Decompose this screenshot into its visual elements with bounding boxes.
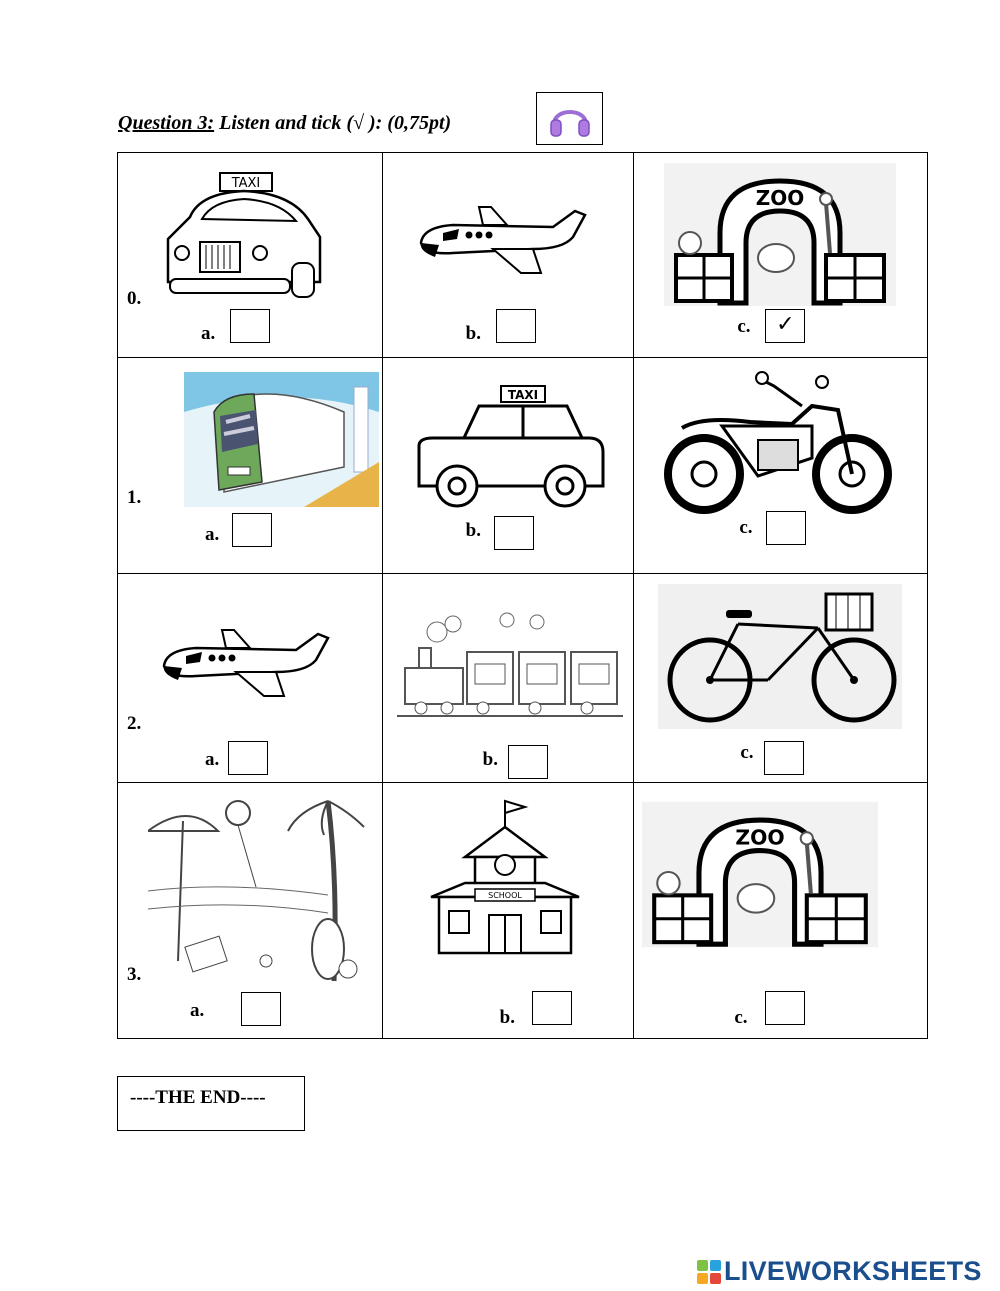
headphones-icon	[548, 98, 592, 140]
option-cell-3a	[118, 783, 383, 1039]
option-letter: b.	[465, 323, 481, 344]
option-cell-0c	[634, 153, 928, 358]
tick-box-3b[interactable]	[532, 991, 572, 1025]
option-letter: a.	[205, 524, 220, 545]
steam-train-picture	[397, 612, 623, 724]
option-cell-1a	[118, 358, 383, 574]
tick-box-0c[interactable]: ✓	[765, 309, 805, 343]
svg-text:SCHOOL: SCHOOL	[487, 891, 522, 900]
tick-box-3c[interactable]	[765, 991, 805, 1025]
svg-text:ZOO: ZOO	[735, 825, 786, 850]
tick-box-0b[interactable]	[496, 309, 536, 343]
tick-box-1c[interactable]	[766, 511, 806, 545]
option-cell-2b	[382, 574, 634, 783]
question-label: Question 3:	[118, 112, 215, 134]
tick-box-2b[interactable]	[508, 745, 548, 779]
tick-box-3a[interactable]	[241, 992, 281, 1026]
question-heading	[118, 112, 451, 135]
option-letter: c.	[734, 1007, 748, 1028]
option-cell-2a	[118, 574, 383, 783]
bicycle-picture	[658, 584, 902, 729]
taxi-front-picture	[160, 167, 330, 302]
liveworksheets-logo	[697, 1256, 982, 1287]
question-row-3	[118, 783, 928, 1039]
question-number: 3.	[127, 964, 142, 985]
liveworksheets-logo-text: LIVEWORKSHEETS	[724, 1256, 982, 1286]
the-end-box: ----THE END----	[117, 1076, 305, 1131]
option-cell-2c	[634, 574, 928, 783]
motorbike-picture	[662, 366, 894, 516]
question-row-0	[118, 153, 928, 358]
tick-box-1a[interactable]	[232, 513, 272, 547]
option-letter: c.	[740, 742, 754, 763]
option-cell-1c	[634, 358, 928, 574]
question-number: 1.	[127, 487, 142, 508]
tick-box-2c[interactable]	[764, 741, 804, 775]
option-letter: c.	[737, 316, 751, 337]
question-row-1	[118, 358, 928, 574]
option-cell-3b	[382, 783, 634, 1039]
option-cell-0a	[118, 153, 383, 358]
taxi-side-picture	[413, 382, 607, 510]
tick-box-0a[interactable]	[230, 309, 270, 343]
option-letter: c.	[739, 517, 753, 538]
subway-train-picture	[184, 372, 379, 507]
option-letter: a.	[205, 749, 220, 770]
option-letter: b.	[499, 1007, 515, 1028]
tick-box-2a[interactable]	[228, 741, 268, 775]
svg-text:TAXI: TAXI	[231, 176, 261, 191]
airplane-picture	[156, 624, 331, 699]
option-letter: b.	[482, 749, 498, 770]
option-cell-3c	[634, 783, 928, 1039]
school-house-picture	[425, 797, 585, 957]
tick-box-1b[interactable]	[494, 516, 534, 550]
answer-grid	[117, 152, 928, 1039]
svg-text:ZOO: ZOO	[756, 186, 805, 210]
question-number: 2.	[127, 713, 142, 734]
svg-text:TAXI: TAXI	[507, 388, 538, 402]
zoo-gate-picture	[664, 163, 896, 306]
option-letter: a.	[190, 1000, 205, 1021]
option-cell-1b	[382, 358, 634, 574]
liveworksheets-logo-icon	[697, 1260, 721, 1284]
option-letter: b.	[465, 520, 481, 541]
question-number: 0.	[127, 288, 142, 309]
question-row-2	[118, 574, 928, 783]
zoo-gate-picture	[642, 793, 878, 956]
option-cell-0b	[382, 153, 634, 358]
option-letter: a.	[201, 323, 216, 344]
airplane-picture	[413, 201, 588, 276]
beach-picture	[148, 791, 368, 986]
question-instruction: Listen and tick (√ ): (0,75pt)	[214, 112, 452, 134]
audio-play-button[interactable]	[536, 92, 603, 145]
